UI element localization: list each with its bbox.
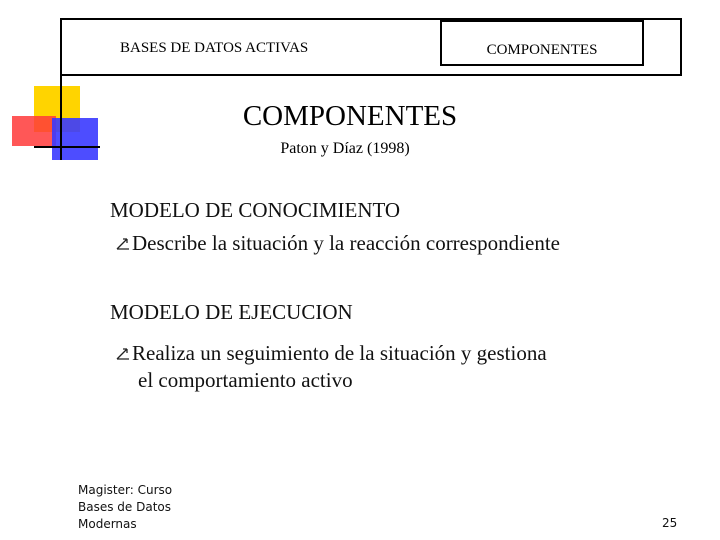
section-heading-ejecucion: MODELO DE EJECUCION xyxy=(110,300,353,324)
bullet-item-conocimiento xyxy=(116,230,560,257)
header-section-box xyxy=(440,20,644,66)
footer-line: Magister: Curso xyxy=(78,483,173,497)
bullet-text: Describe la situación y la reacción correspondiente xyxy=(132,231,560,255)
bullet-item-ejecucion xyxy=(116,340,547,394)
footer-line: Bases de Datos xyxy=(78,500,171,514)
check-arrow-icon xyxy=(116,230,132,257)
slide-title: COMPONENTES xyxy=(242,100,458,132)
bullet-text: Realiza un seguimiento de la situación y gestiona xyxy=(132,341,547,365)
header-box xyxy=(60,18,682,76)
footer-course-info xyxy=(78,482,172,533)
header-section-label: COMPONENTES xyxy=(486,42,598,58)
bullet-text-continuation: el comportamiento activo xyxy=(138,368,353,392)
header-course-title: BASES DE DATOS ACTIVAS xyxy=(120,40,309,56)
page-number: 25 xyxy=(662,516,678,530)
section-heading-conocimiento: MODELO DE CONOCIMIENTO xyxy=(110,198,401,222)
slide-subtitle: Paton y Díaz (1998) xyxy=(280,140,410,157)
footer-line: Modernas xyxy=(78,517,137,531)
check-arrow-icon xyxy=(116,340,132,367)
